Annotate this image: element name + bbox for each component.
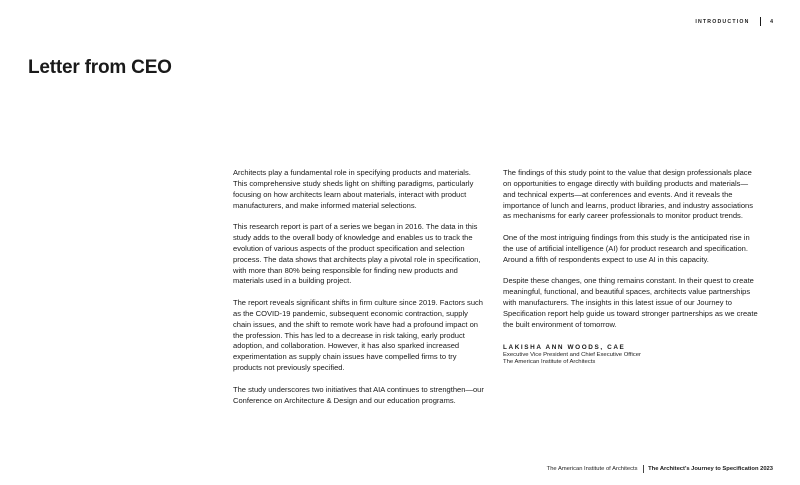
page-footer [547,465,773,473]
footer-divider [643,465,644,473]
right-column [503,168,758,367]
page-title: Letter from CEO [28,57,172,78]
paragraph: The report reveals significant shifts in firm culture since 2019. Factors such as the COVID-19 pandemic, subsequent economic contraction, supply chain issues, and the shift to remote work have had a profound impact on the profession. This has led to a decrease in risk taking, early product adoption, and collaboration. However, it has also sparked increased experimentation as supply chain issues have compelled firms to try products not previously specified. [233,298,483,373]
footer-report-title: The Architect's Journey to Specification 2023 [648,466,773,472]
paragraph: Architects play a fundamental role in specifying products and materials. This comprehensive study sheds light on shifting paradigms, particularly focusing on how architects learn about materials, interact with product manufacturers, and make informed material selections. [233,168,474,210]
paragraph: The study underscores two initiatives that AIA continues to strengthen—our Conference on Architecture & Design and our education programs. [233,384,484,405]
signatory-organization: The American Institute of Architects [503,359,596,366]
signatory-name: LAKISHA ANN WOODS, CAE [503,343,626,351]
footer-organization: The American Institute of Architects [546,466,638,472]
page-header [695,17,773,26]
header-divider [760,17,761,26]
paragraph: Despite these changes, one thing remains constant. In their quest to create meaningful, functional, and beautiful spaces, architects value partnerships with manufacturers. The insights in this latest issue of our Journey to Specification report help guide us toward stronger partnerships as we create the built environment of tomorrow. [503,276,758,329]
section-label: INTRODUCTION [695,18,750,25]
signatory-role: Executive Vice President and Chief Executive Officer [503,351,641,358]
paragraph: One of the most intriguing findings from this study is the anticipated rise in the use of artificial intelligence (AI) for product research and specification. Around a fifth of respondents expect to use AI in this capacity. [503,233,750,264]
paragraph: The findings of this study point to the value that design professionals place on opportunities to engage directly with building products and materials—and technical experts—at conferences and events. And it reveals the importance of lunch and learns, product libraries, and industry associations as mechanisms for early career professionals to monitor product trends. [503,168,754,221]
paragraph: This research report is part of a series we began in 2016. The data in this study adds to the overall body of knowledge and enables us to track the evolution of various aspects of the product specification and selection process. The data shows that architects play a pivotal role in specification, with more than 80% being responsible for finding new products and materials used in a building project. [233,222,481,286]
page-number: 4 [770,18,773,25]
signature-block [503,343,758,367]
left-column [233,168,485,417]
